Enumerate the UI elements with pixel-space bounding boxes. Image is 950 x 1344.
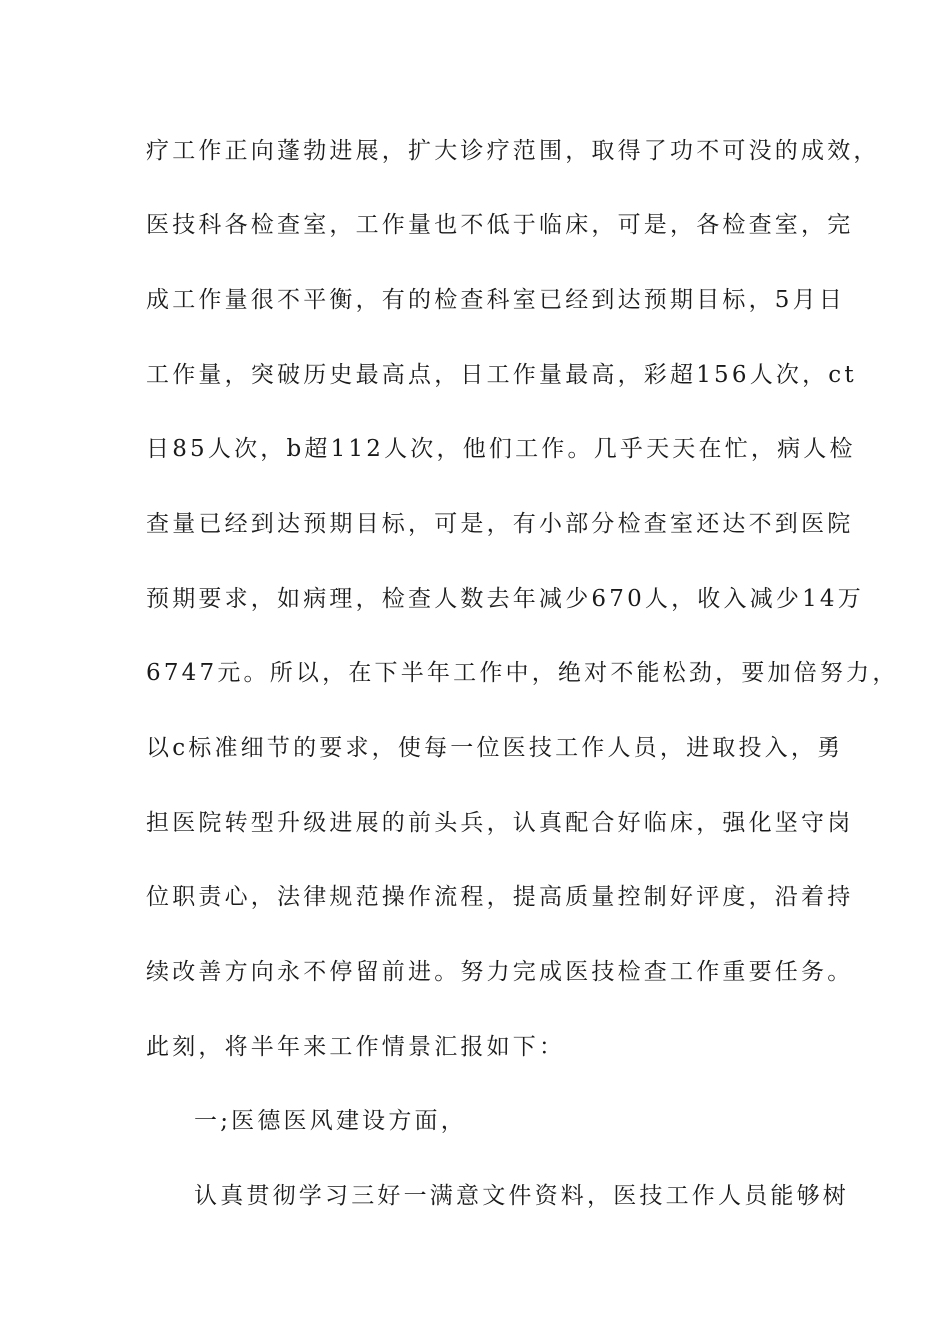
section-heading: 一;医德医风建设方面， (194, 1108, 467, 1134)
text-line-11: 位职责心，法律规范操作流程，提高质量控制好评度，沿着持 (146, 884, 854, 910)
text-line-12: 续改善方向永不停留前进。努力完成医技检查工作重要任务。 (146, 959, 854, 985)
text-line-15: 认真贯彻学习三好一满意文件资料，医技工作人员能够树 (194, 1183, 849, 1209)
text-line-13: 此刻，将半年来工作情景汇报如下： (146, 1034, 566, 1060)
text-line-8: 6747元。所以，在下半年工作中，绝对不能松劲，要加倍努力， (146, 660, 899, 686)
text-line-3: 成工作量很不平衡，有的检查科室已经到达预期目标，5月日 (146, 287, 846, 313)
text-line-4: 工作量，突破历史最高点，日工作量最高，彩超156人次，ct (146, 362, 857, 388)
text-line-1: 疗工作正向蓬勃进展，扩大诊疗范围，取得了功不可没的成效， (146, 138, 880, 164)
text-line-9: 以c标准细节的要求，使每一位医技工作人员，进取投入，勇 (146, 735, 844, 761)
text-line-10: 担医院转型升级进展的前头兵，认真配合好临床，强化坚守岗 (146, 810, 854, 836)
text-line-6: 查量已经到达预期目标，可是，有小部分检查室还达不到医院 (146, 511, 854, 537)
text-line-5: 日85人次，b超112人次，他们工作。几乎天天在忙，病人检 (146, 436, 856, 462)
text-line-7: 预期要求，如病理，检查人数去年减少670人，收入减少14万 (146, 586, 864, 612)
text-line-2: 医技科各检查室，工作量也不低于临床，可是，各检查室，完 (146, 212, 854, 238)
